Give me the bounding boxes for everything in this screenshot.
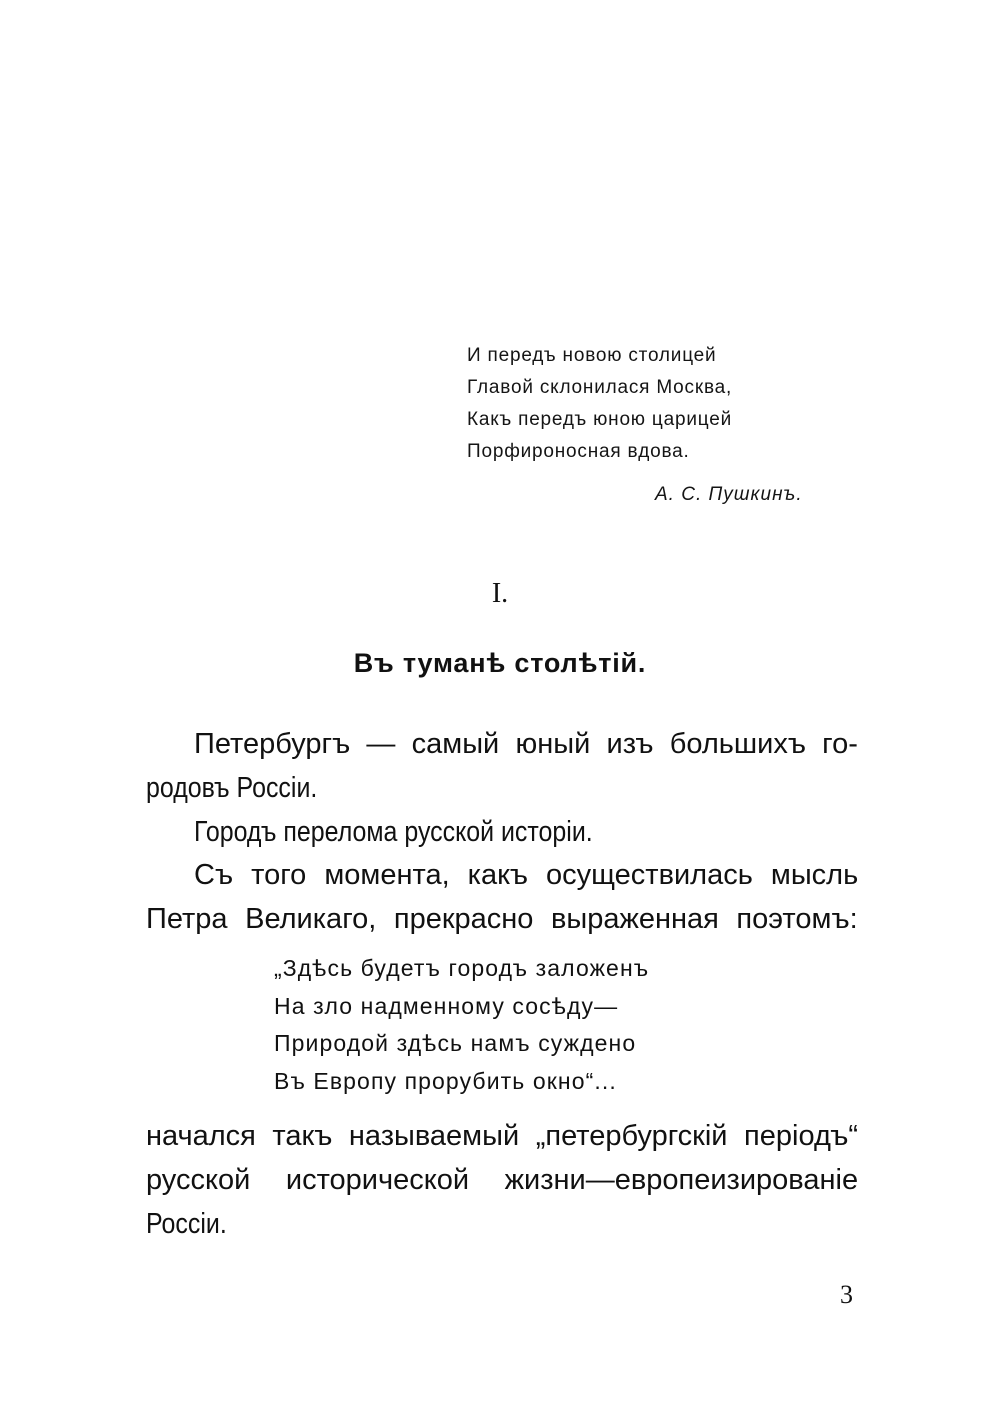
verse-line: На зло надменному сосѣду—: [274, 992, 619, 1019]
chapter-title: Въ туманѣ столѣтiй.: [353, 648, 647, 678]
paragraph-3: [146, 853, 858, 941]
epigraph-line: Какъ передъ юною царицей: [467, 409, 733, 430]
text-line: Городъ перелома русской исторiи.: [194, 816, 593, 848]
paragraph-4: [146, 1114, 858, 1246]
verse-line: Въ Европу прорубить окно“...: [274, 1067, 617, 1094]
text-line: Съ того момента, какъ осуществилась мысль: [194, 859, 859, 891]
verse-line: Природой здѣсь намъ суждено: [274, 1030, 637, 1056]
epigraph-line: И передъ новою столицей: [467, 345, 717, 366]
text-line: Петербургъ — самый юный изъ большихъ го-: [194, 728, 858, 760]
paragraph-2: [146, 810, 858, 854]
paragraph-1: [146, 722, 858, 810]
page-number: 3: [840, 1280, 853, 1309]
epigraph-attribution: А. С. Пушкинъ.: [655, 484, 803, 505]
text-line: русской исторической жизни—европеизированiе: [146, 1164, 859, 1196]
text-line: начался такъ называемый „петербургскiй перiодъ“: [146, 1120, 859, 1152]
chapter-number: I.: [491, 578, 509, 609]
text-line: Петра Великаго, прекрасно выраженная поэтомъ:: [146, 903, 858, 935]
verse-line: „Здѣсь будетъ городъ заложенъ: [274, 955, 650, 981]
epigraph: [467, 340, 732, 468]
epigraph-line: Порфироносная вдова.: [467, 441, 690, 462]
text-line: Россiи.: [146, 1208, 227, 1240]
epigraph-line: Главой склонилася Москва,: [467, 377, 733, 398]
verse-quote: [274, 950, 649, 1100]
text-line: родовъ Россiи.: [146, 772, 318, 804]
